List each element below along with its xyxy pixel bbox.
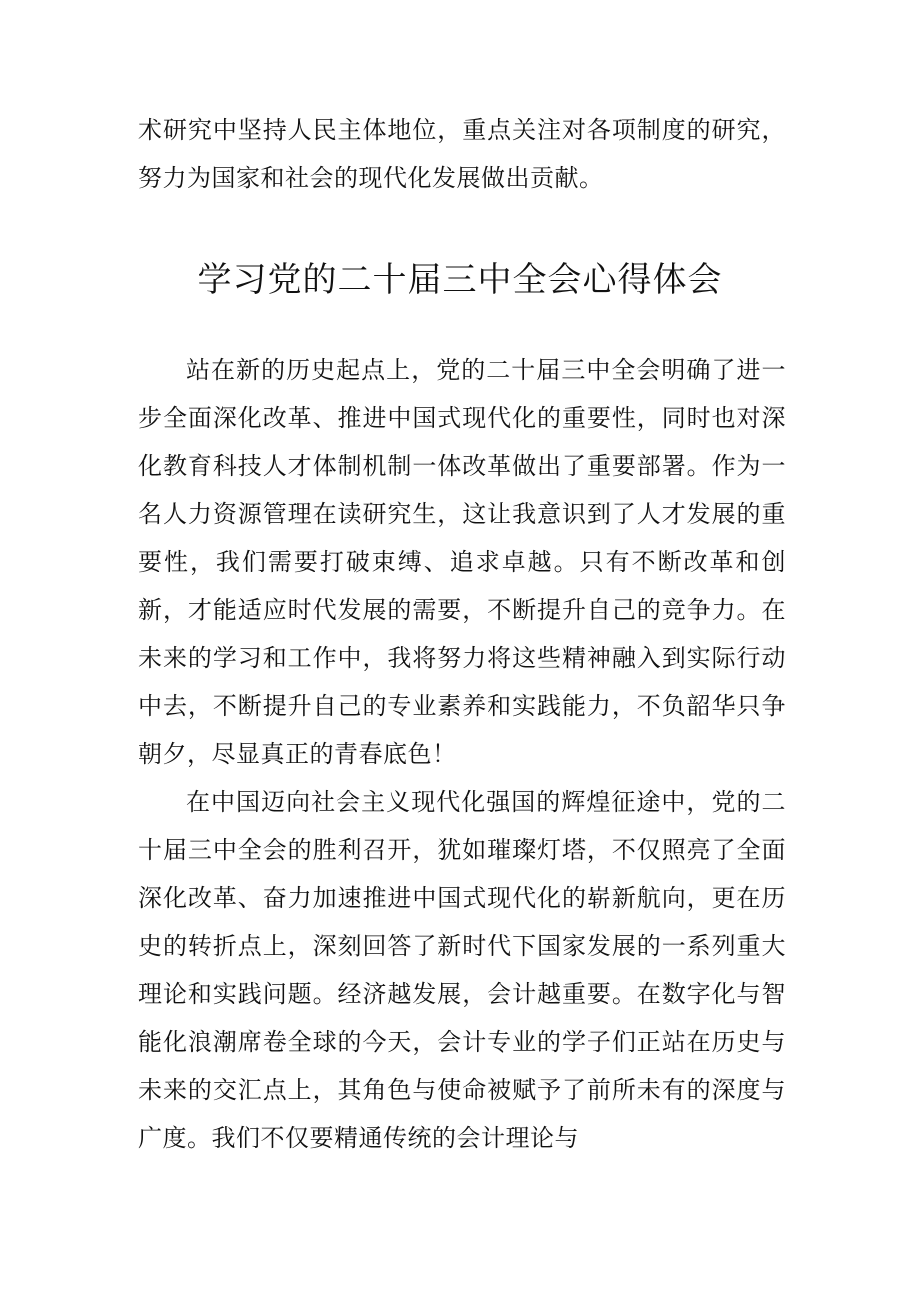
document-title: 学习党的二十届三中全会心得体会	[197, 260, 723, 300]
body-paragraph-2: 在中国迈向社会主义现代化强国的辉煌征途中，党的二十届三中全会的胜利召开，犹如璀璨灯塔，不仅照亮了全面深化改革、奋力加速推进中国式现代化的崭新航向，更在历史的转折点上，深刻回答了新时代下国家发展的一系列重大理论和实践问题。经济越发展，会计越重要。在数字化与智能化浪潮席卷全球的今天，会计专业的学子们正站在历史与未来的交汇点上，其角色与使命被赋予了前所未有的深度与广度。我们不仅要精通传统的会计理论与	[138, 788, 786, 1152]
body-paragraph-1: 站在新的历史起点上，党的二十届三中全会明确了进一步全面深化改革、推进中国式现代化的重要性，同时也对深化教育科技人才体制机制一体改革做出了重要部署。作为一名人力资源管理在读研究生，这让我意识到了人才发展的重要性，我们需要打破束缚、追求卓越。只有不断改革和创新，才能适应时代发展的需要，不断提升自己的竞争力。在未来的学习和工作中，我将努力将这些精神融入到实际行动中去，不断提升自己的专业素养和实践能力，不负韶华只争朝夕，尽显真正的青春底色！	[138, 356, 786, 768]
carry-over-paragraph: 术研究中坚持人民主体地位，重点关注对各项制度的研究，努力为国家和社会的现代化发展做出贡献。	[138, 116, 786, 192]
